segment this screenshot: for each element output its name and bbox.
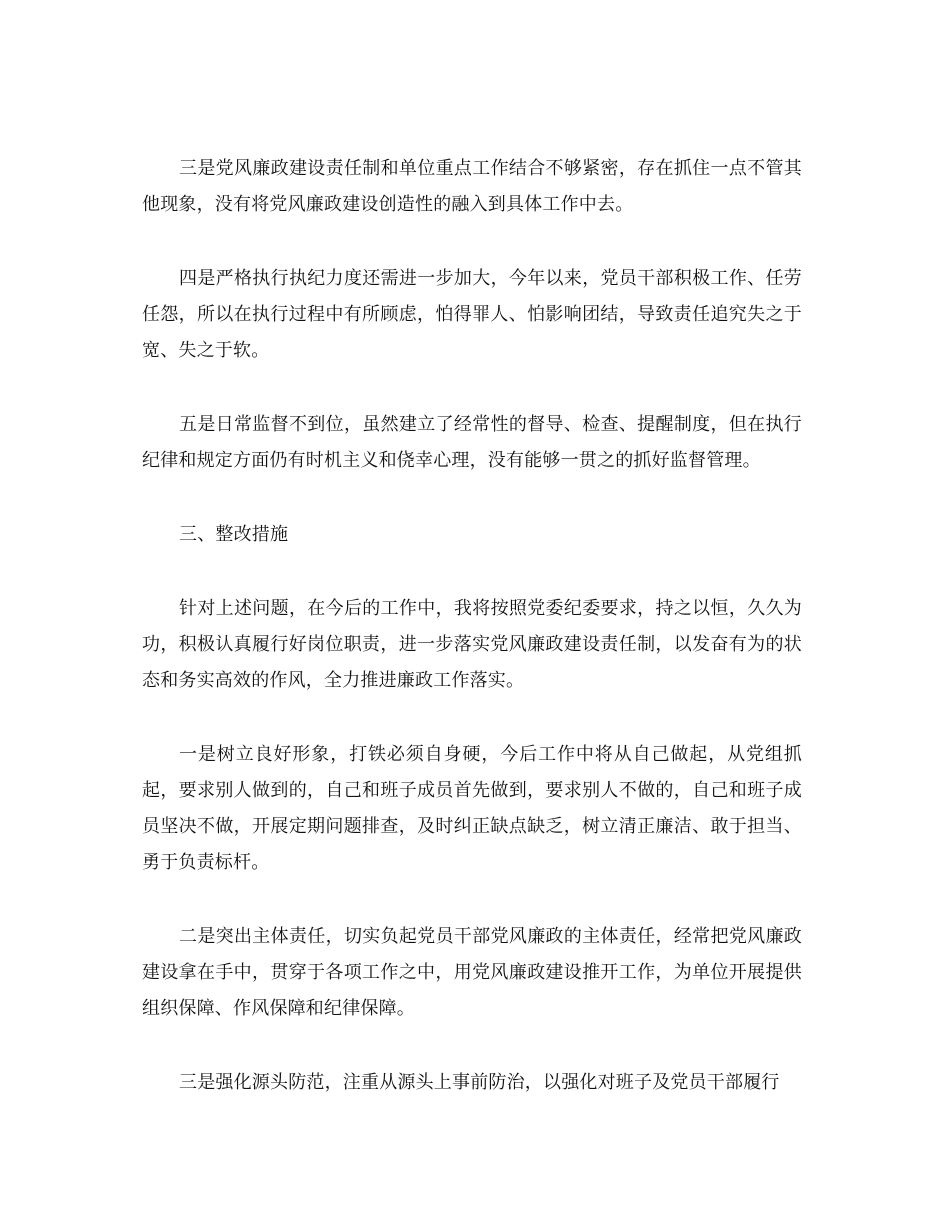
paragraph-measure-two: 二是突出主体责任，切实负起党员干部党风廉政的主体责任，经常把党风廉政建设拿在手中，贯穿于各项工作之中，用党风廉政建设推开工作，为单位开展提供组织保障、作风保障和纪律保障。 bbox=[142, 926, 802, 1019]
document-body bbox=[142, 151, 802, 1139]
paragraph-issue-four: 四是严格执行执纪力度还需进一步加大，今年以来，党员干部积极工作、任劳任怨，所以在执行过程中有所顾虑，怕得罪人、怕影响团结，导致责任追究失之于宽、失之于软。 bbox=[142, 268, 802, 361]
paragraph-measure-three: 三是强化源头防范，注重从源头上事前防治，以强化对班子及党员干部履行 bbox=[179, 1072, 780, 1093]
paragraph-rectification-intro: 针对上述问题，在今后的工作中，我将按照党委纪委要求，持之以恒，久久为功，积极认真履行好岗位职责，进一步落实党风廉政建设责任制，以发奋有为的状态和务实高效的作风，全力推进廉政工作落实。 bbox=[142, 598, 802, 691]
paragraph-issue-three: 三是党风廉政建设责任制和单位重点工作结合不够紧密，存在抓住一点不管其他现象，没有将党风廉政建设创造性的融入到具体工作中去。 bbox=[142, 158, 802, 215]
section-heading-rectification: 三、整改措施 bbox=[179, 524, 289, 545]
paragraph-issue-five: 五是日常监督不到位，虽然建立了经常性的督导、检查、提醒制度，但在执行纪律和规定方面仍有时机主义和侥幸心理，没有能够一贯之的抓好监督管理。 bbox=[142, 414, 802, 471]
paragraph-measure-one: 一是树立良好形象，打铁必须自身硬，今后工作中将从自己做起，从党组抓起，要求别人做到的，自己和班子成员首先做到，要求别人不做的，自己和班子成员坚决不做，开展定期问题排查，及时纠正缺点缺乏，树立清正廉洁、敢于担当、勇于负责标杆。 bbox=[142, 744, 802, 873]
